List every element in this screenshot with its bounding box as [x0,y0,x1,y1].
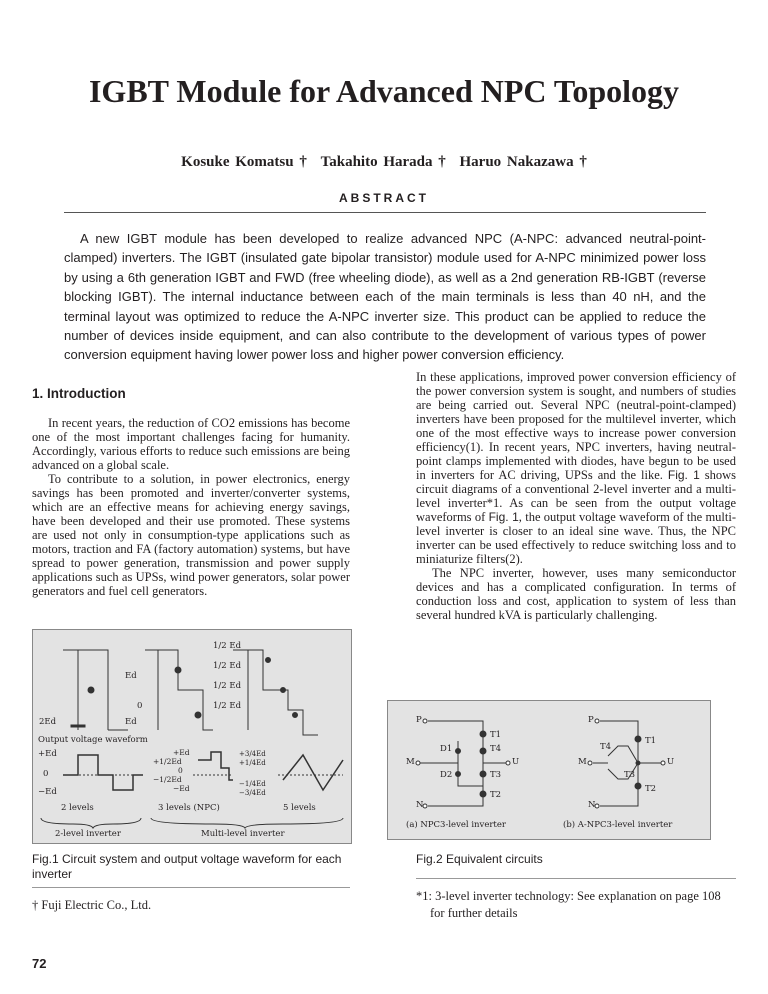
label: −1/4Ed [239,780,266,788]
paragraph [416,370,736,566]
label: T1 [645,736,657,746]
label: P [588,715,594,725]
affiliation-footnote: † Fuji Electric Co., Ltd. [32,898,152,912]
page-number: 72 [32,956,47,971]
circuit-diagram [388,701,710,839]
divider [416,878,736,879]
paper-title: IGBT Module for Advanced NPC Topology [88,73,680,109]
figure-ref[interactable]: Fig. 1 [667,468,700,482]
author: Kosuke Komatsu † [181,154,307,170]
label: −1/2Ed [153,775,182,784]
label: T2 [490,790,502,800]
section-heading: 1. Introduction [32,386,126,401]
paragraph: To contribute to a solution, in power electronics, energy savings has been promoted and inverter/converter systems, which are an effective means for achieving energy savings, have been developed and their use promoted. These systems are used not only in consumption-type applications such as motors, traction and FA (factory automation) systems, but have spread to power generation, transmission and power supply applications such as UPSs, wind power generators, solar power generators and fuel cell generators. [32,472,350,598]
figure-2 [387,700,711,840]
label: +Ed [38,749,57,759]
author: Takahito Harada † [320,154,446,170]
label: 5 levels [283,803,316,813]
label: −Ed [173,784,190,793]
figure-ref[interactable]: Fig. 1 [488,510,519,524]
label: −3/4Ed [239,789,266,797]
label: T2 [645,784,657,794]
authors [0,153,768,171]
label: +1/4Ed [239,759,266,767]
label: Multi-level inverter [201,829,285,839]
label: +Ed [173,748,190,757]
label: 2Ed [39,717,57,727]
abstract-heading: ABSTRACT [339,191,429,205]
label: T1 [490,730,502,740]
label: 2-level inverter [55,829,121,839]
label: P [416,715,422,725]
text: shows circuit diagrams of a conventional 2-level inverter and a multi-level inverter*1. As can be seen from the output voltage waveforms of [416,468,736,524]
label: 0 [178,766,183,775]
right-column-text [416,370,736,622]
divider [64,212,706,213]
figure-2-caption: Fig.2 Equivalent circuits [416,852,543,866]
label: T3 [490,770,502,780]
label: M [578,757,587,767]
label: Ed [125,717,137,727]
footnote: *1: 3-level inverter technology: See explanation on page 108 for further details [416,889,721,920]
label: 1/2 Ed [213,641,242,651]
label: 0 [137,701,143,711]
label: 0 [43,769,49,779]
author: Haruo Nakazawa † [459,154,587,170]
label: N [588,800,596,810]
label: T4 [490,744,502,754]
label: Ed [125,671,137,681]
label: D2 [440,770,453,780]
label: M [406,757,415,767]
label: D1 [440,744,453,754]
label: 1/2 Ed [213,701,242,711]
label: N [416,800,424,810]
left-column-text [32,416,350,598]
abstract-text: A new IGBT module has been developed to realize advanced NPC (A-NPC: advanced neutral-point-clamped) inverters. The IGBT (insulated gate bipolar transistor) module used for A-NPC minimized power loss by using a 6th generation IGBT and FWD (free wheeling diode), as well as a 2nd generation RB-IGBT (reverse blocking IGBT). The internal inductance between each of the main terminals is less than 40 nH, and the terminal layout was optimized to reduce the A-NPC inverter size. This product can be applied to reduce the number of devices inside equipment, and can also contribute to the development of various types of power conversion equipment having lower power loss and higher power conversion efficiency. [64,231,706,363]
subfigure-label: (a) NPC3-level inverter [406,820,506,830]
label: Output voltage waveform [38,735,148,745]
paragraph: The NPC inverter, however, uses many semiconductor devices and has a complicated configuration. In terms of conduction loss and cost, application to system of less than several hundred kVA is particularly challenging. [416,566,736,622]
label: 2 levels [61,803,94,813]
subfigure-label: (b) A-NPC3-level inverter [563,820,673,830]
divider [32,887,350,888]
label: 1/2 Ed [213,681,242,691]
label: 3 levels (NPC) [158,803,220,813]
figure-1-caption: Fig.1 Circuit system and output voltage waveform for each inverter [32,852,342,881]
label: T3 [624,770,636,780]
label: U [512,757,520,767]
label: U [667,757,675,767]
label: 1/2 Ed [213,661,242,671]
paragraph: In recent years, the reduction of CO2 emissions has become one of the most important challenges facing for humanity. Accordingly, various efforts to reduce such emissions are being advanced on a global scale. [32,416,350,472]
figure-1 [32,629,352,844]
text: In these applications, improved power conversion efficiency of the power conversion system is sought, and numbers of studies are being carried out. Several NPC (neutral-point-clamped) inverters have been proposed for the multilevel inverter, which one of the most effective ways to increase power conversion efficiency(1). In recent years, NPC inverters, having neutral-point clamps implemented with diodes, have begun to be used in inverters for AC driving, UPSs and the like. [416,370,736,482]
text: , the output voltage waveform of the multi-level inverter is closer to an ideal sine wave. Thus, the NPC inverter can be used effectively to reduce switching loss and to miniaturize filters(2). [416,510,737,566]
label: +1/2Ed [153,757,182,766]
label: T4 [600,742,612,752]
label: −Ed [38,787,57,797]
label: +3/4Ed [239,750,266,758]
